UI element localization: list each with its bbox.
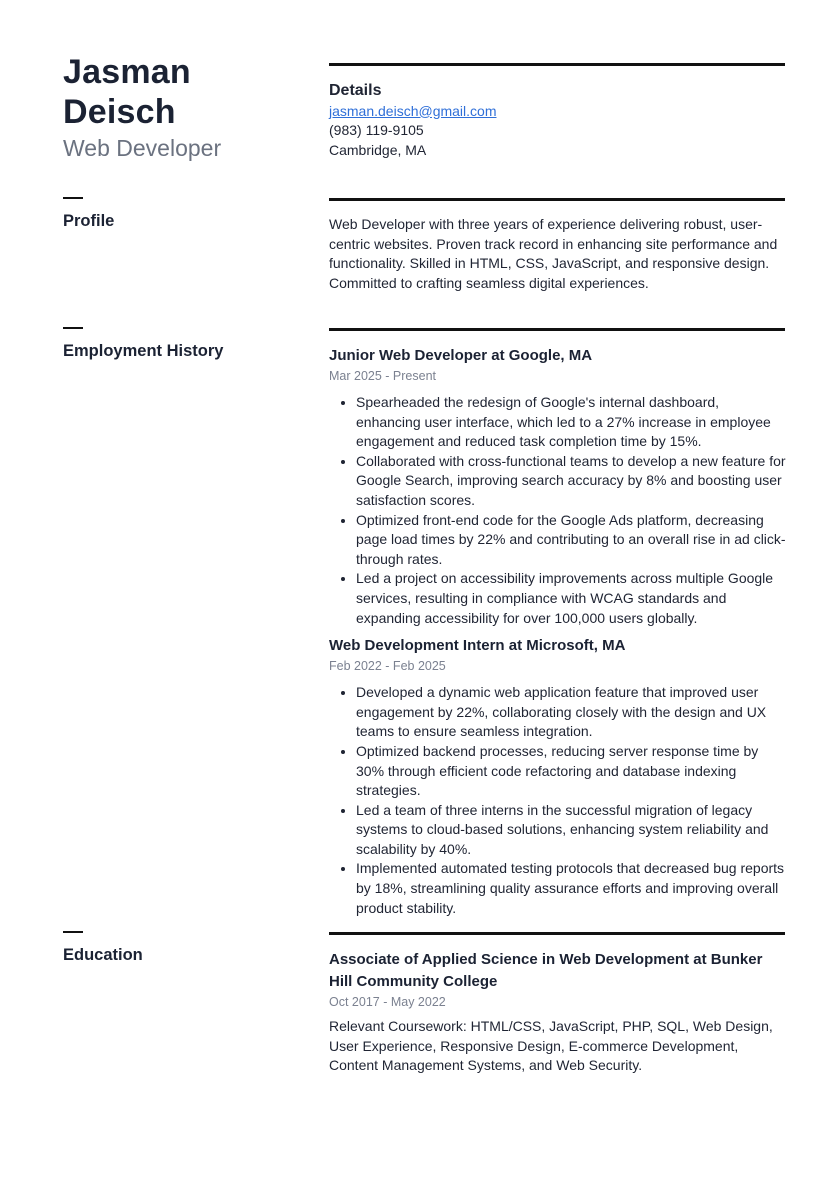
profile-label: Profile	[63, 212, 115, 230]
bullet-item: • Developed a dynamic web application feature that improved user engagement by 22%, collaborating closely with the design and UX teams to ensure seamless integration.	[356, 683, 787, 742]
bullet-item: • Spearheaded the redesign of Google's internal dashboard, enhancing user interface, which led to a 27% increase in employee engagement and reduced task completion time by 15%.	[356, 393, 787, 452]
job-title: Web Developer	[63, 135, 222, 161]
education-section	[329, 949, 787, 1076]
employment-label: Employment History	[63, 342, 224, 360]
bullet-item: • Led a team of three interns in the successful migration of legacy systems to cloud-based solutions, enhancing system reliability and scalability by 40%.	[356, 801, 787, 860]
education-text: Relevant Coursework: HTML/CSS, JavaScript, PHP, SQL, Web Design, User Experience, Responsive Design, E-commerce Development, Content Management Systems, and Web Security.	[329, 1018, 773, 1074]
job-entry-dates: Mar 2025 - Present	[329, 369, 436, 383]
employment-section	[329, 345, 787, 918]
education-dates: Oct 2017 - May 2022	[329, 995, 446, 1009]
job-entry	[329, 635, 787, 918]
job-entry-bullets	[329, 393, 787, 628]
education-dash	[63, 931, 83, 933]
employment-divider	[329, 328, 785, 331]
bullet-item: • Optimized backend processes, reducing server response time by 30% through efficient code refactoring and database indexing strategies.	[356, 742, 787, 801]
last-name: Deisch	[63, 93, 176, 131]
first-name: Jasman	[63, 53, 191, 91]
employment-dash	[63, 327, 83, 329]
education-degree: Associate of Applied Science in Web Development at Bunker Hill Community College	[329, 951, 763, 990]
email-link[interactable]: jasman.deisch@gmail.com	[329, 102, 497, 119]
education-label: Education	[63, 946, 143, 964]
job-entry	[329, 345, 787, 628]
job-entry-bullets	[329, 683, 787, 918]
candidate-name	[63, 52, 191, 132]
bullet-item: • Optimized front-end code for the Google Ads platform, decreasing page load times by 22% and contributing to an overall rise in ad click-through rates.	[356, 511, 787, 570]
profile-text: Web Developer with three years of experience delivering robust, user-centric websites. Proven track record in enhancing site performance and functionality. Skilled in HTML, CSS, JavaScript, and responsive design. Committed to crafting seamless digital experiences.	[329, 216, 778, 291]
job-entry-title: Web Development Intern at Microsoft, MA	[329, 637, 626, 655]
bullet-item: • Collaborated with cross-functional teams to develop a new feature for Google Search, improving search accuracy by 8% and boosting user satisfaction scores.	[356, 452, 787, 511]
education-divider	[329, 932, 785, 935]
phone: (983) 119-9105	[329, 122, 424, 139]
details-section	[329, 81, 787, 160]
bullet-item: • Implemented automated testing protocols that decreased bug reports by 18%, streamlining quality assurance efforts and improving overall product stability.	[356, 859, 787, 918]
profile-dash	[63, 197, 83, 199]
job-entry-dates: Feb 2022 - Feb 2025	[329, 659, 446, 674]
bullet-item: • Led a project on accessibility improvements across multiple Google services, resulting in compliance with WCAG standards and expanding accessibility for over 100,000 users globally.	[356, 569, 787, 628]
location: Cambridge, MA	[329, 141, 427, 158]
profile-divider	[329, 198, 785, 201]
details-heading: Details	[329, 82, 382, 99]
job-entry-title: Junior Web Developer at Google, MA	[329, 347, 593, 364]
details-divider	[329, 63, 785, 66]
